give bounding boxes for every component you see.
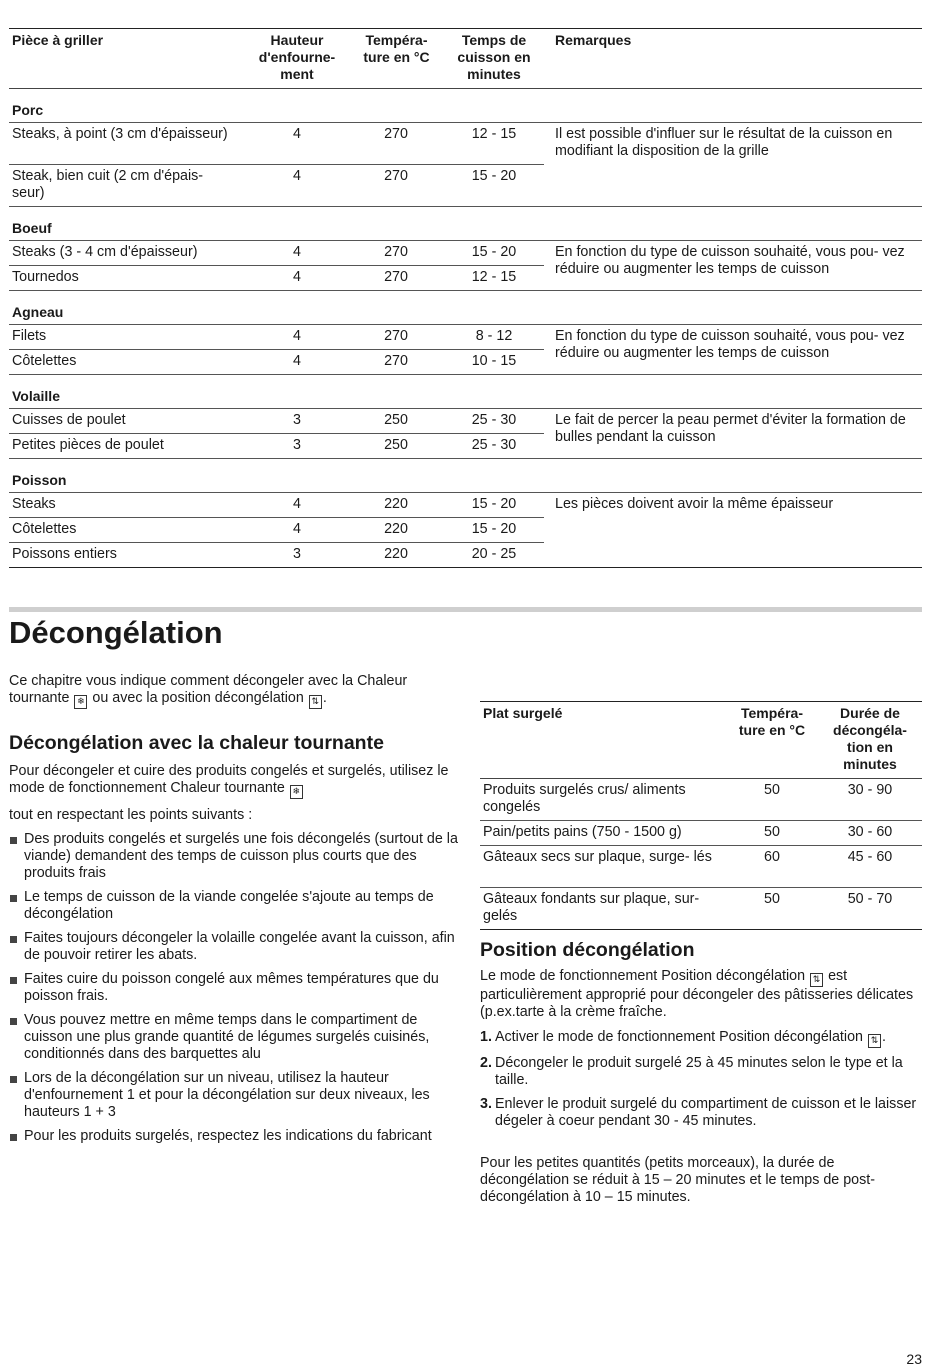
step-number: 2. — [480, 1055, 492, 1071]
cell-remark: En fonction du type de cuisson souhaité, vous pou- vez réduire ou augmenter les temps de cuisson — [555, 328, 905, 361]
category-label: Volaille — [12, 388, 60, 404]
cell-hauteur: 4 — [293, 496, 301, 512]
hot-air-icon: ❄ — [74, 695, 87, 709]
cell-temp: 60 — [764, 849, 780, 865]
step-text: Activer le mode de fonctionnement Position décongélation — [495, 1029, 863, 1045]
cell-piece: Petites pièces de poulet — [12, 437, 164, 453]
cell-piece: Steaks, à point (3 cm d'épaisseur) — [12, 126, 228, 142]
header-duree: Durée de décongéla- tion en minutes — [833, 705, 907, 772]
group-agneau — [9, 325, 922, 375]
list-item — [480, 1055, 925, 1089]
category-row — [9, 459, 922, 493]
category-label: Boeuf — [12, 220, 52, 236]
cell-temp: 270 — [384, 328, 408, 344]
cell-hauteur: 4 — [293, 244, 301, 260]
cell-temp: 270 — [384, 168, 408, 184]
defrost-table — [480, 701, 922, 930]
header-temperature: Tempéra- ture en °C — [738, 705, 806, 738]
cell-duree: 30 - 90 — [847, 782, 893, 798]
cell-piece: Côtelettes — [12, 353, 77, 369]
cell-duree: 45 - 60 — [847, 849, 893, 865]
header-temperature: Tempéra- ture en °C — [363, 32, 430, 65]
table-row — [480, 821, 922, 846]
cell-piece: Cuisses de poulet — [12, 412, 126, 428]
table-row — [9, 518, 544, 543]
list-item — [9, 1012, 459, 1063]
chaleur-bullet-list — [9, 831, 459, 1145]
cell-hauteur: 4 — [293, 521, 301, 537]
table-row — [9, 165, 544, 206]
list-item — [9, 971, 459, 1005]
cell-hauteur: 4 — [293, 328, 301, 344]
cell-piece: Poissons entiers — [12, 546, 117, 562]
step-number: 1. — [480, 1029, 492, 1045]
table-row — [480, 779, 922, 821]
cell-temp: 50 — [764, 782, 780, 798]
chaleur-text: Pour décongeler et cuire des produits congelés et surgelés, utilisez le mode de fonctionnement Chaleur tournante — [9, 763, 449, 796]
cell-time: 25 - 30 — [471, 412, 517, 428]
cell-temp: 220 — [384, 496, 408, 512]
category-row — [9, 291, 922, 325]
bullet-square-icon — [10, 895, 17, 902]
bullet-text: Des produits congelés et surgelés une fois décongelés (surtout de la viande) demandent des temps de cuisson plus courts que des produits frais — [24, 831, 458, 881]
grill-table — [9, 28, 922, 568]
defrost-icon: ⇅ — [810, 973, 823, 987]
table-row — [480, 888, 922, 930]
cell-time: 10 - 15 — [471, 353, 517, 369]
bullet-text: Faites toujours décongeler la volaille congelée avant la cuisson, afin de pouvoir retirer les abats. — [24, 930, 455, 963]
bullet-text: Vous pouvez mettre en même temps dans le compartiment de cuisson une plus grande quantité de légumes surgelés cuisinés, conditionnés dans des barquettes alu — [24, 1012, 430, 1062]
bullet-square-icon — [10, 1076, 17, 1083]
cell-time: 12 - 15 — [471, 126, 517, 142]
hot-air-icon: ❄ — [290, 785, 303, 799]
cell-time: 15 - 20 — [471, 168, 517, 184]
table-row — [480, 846, 922, 888]
step-text: . — [881, 1029, 886, 1045]
defrost-icon: ⇅ — [309, 695, 322, 709]
category-label: Agneau — [12, 304, 64, 320]
table-row — [9, 266, 544, 290]
cell-remark: Le fait de percer la peau permet d'éviter la formation de bulles pendant la cuisson — [555, 412, 906, 445]
bullet-square-icon — [10, 1018, 17, 1025]
cell-hauteur: 4 — [293, 168, 301, 184]
cell-duree: 30 - 60 — [847, 824, 893, 840]
section-divider — [9, 607, 922, 612]
category-label: Porc — [12, 102, 44, 118]
cell-hauteur: 4 — [293, 126, 301, 142]
header-piece: Pièce à griller — [12, 32, 104, 48]
bullet-square-icon — [10, 936, 17, 943]
step-text: Enlever le produit surgelé du compartiment de cuisson et le laisser dégeler à coeur pendant 30 - 45 minutes. — [495, 1096, 917, 1129]
position-steps — [480, 1029, 925, 1137]
header-remarques: Remarques — [555, 32, 632, 48]
cell-remark: Il est possible d'influer sur le résultat de la cuisson en modifiant la disposition de la grille — [555, 126, 893, 159]
list-item — [9, 889, 459, 923]
table-row — [9, 123, 544, 165]
cell-duree: 50 - 70 — [847, 891, 893, 907]
category-row — [9, 89, 922, 123]
cell-remark: Les pièces doivent avoir la même épaisseur — [555, 496, 834, 512]
cell-piece: Steaks (3 - 4 cm d'épaisseur) — [12, 244, 198, 260]
header-temps: Temps de cuisson en minutes — [457, 32, 531, 82]
cell-temp: 270 — [384, 353, 408, 369]
cell-time: 15 - 20 — [471, 496, 517, 512]
cell-hauteur: 3 — [293, 412, 301, 428]
category-row — [9, 375, 922, 409]
cell-temp: 50 — [764, 891, 780, 907]
bullet-square-icon — [10, 1134, 17, 1141]
cell-temp: 270 — [384, 126, 408, 142]
cell-plat: Gâteaux fondants sur plaque, sur- gelés — [483, 891, 700, 924]
chaleur-paragraph — [9, 763, 454, 799]
step-text: Décongeler le produit surgelé 25 à 45 minutes selon le type et la taille. — [495, 1055, 903, 1088]
table-row — [9, 409, 544, 434]
chaleur-heading: Décongélation avec la chaleur tournante — [9, 732, 384, 754]
bullet-text: Faites cuire du poisson congelé aux mêmes températures que du poisson frais. — [24, 971, 439, 1004]
cell-temp: 220 — [384, 521, 408, 537]
cell-time: 8 - 12 — [475, 328, 513, 344]
intro-paragraph — [9, 673, 454, 709]
section-title: Décongélation — [9, 615, 223, 650]
table-row — [9, 543, 544, 567]
list-item — [9, 1128, 459, 1145]
table-row — [9, 493, 544, 518]
cell-time: 15 - 20 — [471, 521, 517, 537]
position-text: Le mode de fonctionnement Position décongélation — [480, 968, 806, 984]
cell-temp: 270 — [384, 269, 408, 285]
cell-hauteur: 3 — [293, 437, 301, 453]
header-plat: Plat surgelé — [483, 705, 563, 721]
cell-piece: Steaks — [12, 496, 56, 512]
bullet-square-icon — [10, 977, 17, 984]
category-label: Poisson — [12, 472, 67, 488]
defrost-table-header — [480, 701, 922, 779]
cell-plat: Produits surgelés crus/ aliments congelés — [483, 782, 686, 815]
intro-text: . — [322, 690, 327, 706]
position-paragraph — [480, 968, 925, 1021]
group-volaille — [9, 409, 922, 459]
cell-hauteur: 4 — [293, 353, 301, 369]
table-row — [9, 325, 544, 350]
cell-temp: 50 — [764, 824, 780, 840]
cell-piece: Côtelettes — [12, 521, 77, 537]
cell-time: 25 - 30 — [471, 437, 517, 453]
group-porc — [9, 123, 922, 207]
grill-table-header — [9, 28, 922, 89]
cell-piece: Steak, bien cuit (2 cm d'épais- seur) — [12, 168, 204, 201]
cell-temp: 220 — [384, 546, 408, 562]
page-number: 23 — [906, 1351, 922, 1367]
cell-hauteur: 3 — [293, 546, 301, 562]
list-item — [480, 1096, 925, 1130]
cell-plat: Gâteaux secs sur plaque, surge- lés — [483, 849, 712, 865]
bullet-text: Lors de la décongélation sur un niveau, utilisez la hauteur d'enfournement 1 et pour la décongélation sur deux niveaux, les hauteurs 1 + 3 — [24, 1070, 430, 1120]
list-item — [9, 831, 459, 882]
intro-text: ou avec la position décongélation — [92, 690, 304, 706]
cell-time: 20 - 25 — [471, 546, 517, 562]
cell-time: 12 - 15 — [471, 269, 517, 285]
cell-temp: 250 — [384, 437, 408, 453]
cell-plat: Pain/petits pains (750 - 1500 g) — [483, 824, 682, 840]
cell-piece: Tournedos — [12, 269, 79, 285]
position-paragraph-2: Pour les petites quantités (petits morceaux), la durée de décongélation se réduit à 15 – 20 minutes et le temps de post-décongélation à 10 – 15 minutes. — [480, 1155, 876, 1205]
group-boeuf — [9, 241, 922, 291]
position-heading: Position décongélation — [480, 939, 695, 961]
table-row — [9, 350, 544, 374]
bullet-text: Le temps de cuisson de la viande congelée s'ajoute au temps de décongélation — [24, 889, 434, 922]
header-hauteur: Hauteur d'enfourne- ment — [258, 32, 336, 82]
cell-piece: Filets — [12, 328, 47, 344]
list-item — [9, 930, 459, 964]
intro-text: Ce chapitre vous indique comment décongeler avec la Chaleur tournante — [9, 673, 408, 706]
bullet-square-icon — [10, 837, 17, 844]
cell-temp: 270 — [384, 244, 408, 260]
table-row — [9, 241, 544, 266]
bullet-text: Pour les produits surgelés, respectez les indications du fabricant — [24, 1128, 432, 1144]
group-poisson — [9, 493, 922, 568]
table-row — [9, 434, 544, 458]
cell-temp: 250 — [384, 412, 408, 428]
chaleur-paragraph-2: tout en respectant les points suivants : — [9, 807, 253, 823]
step-number: 3. — [480, 1096, 492, 1112]
list-item — [480, 1029, 925, 1048]
cell-time: 15 - 20 — [471, 244, 517, 260]
list-item — [9, 1070, 459, 1121]
cell-hauteur: 4 — [293, 269, 301, 285]
cell-remark: En fonction du type de cuisson souhaité, vous pou- vez réduire ou augmenter les temps de cuisson — [555, 244, 905, 277]
position-text: est particulièrement approprié pour décongeler des pâtisseries délicates (p.ex.tarte à la crème fraîche. — [480, 968, 914, 1020]
category-row — [9, 207, 922, 241]
defrost-icon: ⇅ — [868, 1034, 881, 1048]
